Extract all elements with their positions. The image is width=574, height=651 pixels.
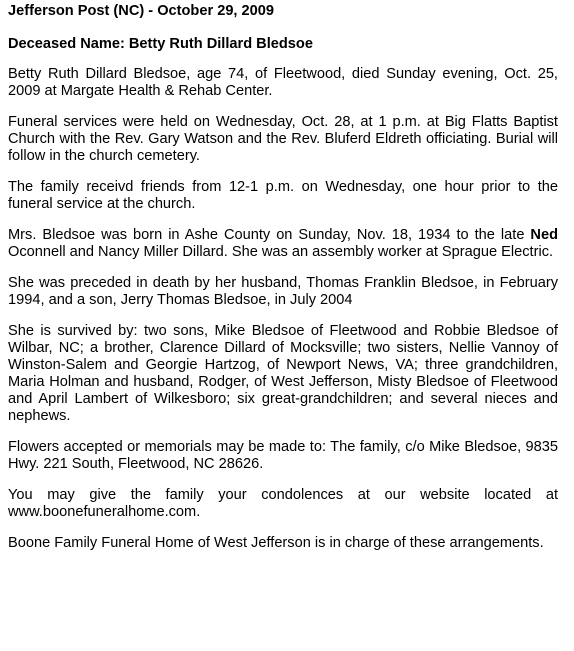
paragraph-condolences: You may give the family your condolences at our website located at www.boonefuneralhome.com. — [8, 487, 558, 520]
obituary-document — [8, 0, 558, 552]
paragraph-arrangements: Boone Family Funeral Home of West Jefferson is in charge of these arrangements. — [8, 535, 544, 551]
birth-text-bold-name: Ned — [530, 227, 558, 243]
paragraph-preceded-in-death: She was preceded in death by her husband, Thomas Franklin Bledsoe, in February 1994, and a son, Jerry Thomas Bledsoe, in July 2004 — [8, 275, 558, 308]
source-line: Jefferson Post (NC) - October 29, 2009 — [8, 3, 275, 19]
birth-text-after: Oconnell and Nancy Miller Dillard. She was an assembly worker at Sprague Electric. — [8, 244, 554, 260]
paragraph-funeral-services: Funeral services were held on Wednesday, Oct. 28, at 1 p.m. at Big Flatts Baptist Church with the Rev. Gary Watson and the Rev. Bluferd Eldreth officiating. Burial will follow in the church cemetery. — [8, 114, 558, 164]
birth-text-before: Mrs. Bledsoe was born in Ashe County on Sunday, Nov. 18, 1934 to the late — [8, 227, 531, 243]
paragraph-survivors: She is survived by: two sons, Mike Bledsoe of Fleetwood and Robbie Bledsoe of Wilbar, NC; a brother, Clarence Dillard of Mocksville; two sisters, Nellie Vannoy of Winston-Salem and Georgie Hartzog, of Newport News, VA; three grandchildren, Maria Holman and husband, Rodger, of West Jefferson, Misty Bledsoe of Fleetwood and April Lambert of Wilkesboro; six great-grandchildren; and several nieces and nephews. — [8, 323, 558, 424]
paragraph-death-notice: Betty Ruth Dillard Bledsoe, age 74, of Fleetwood, died Sunday evening, Oct. 25, 2009 at Margate Health & Rehab Center. — [8, 66, 558, 99]
deceased-name-heading: Deceased Name: Betty Ruth Dillard Bledsoe — [8, 36, 313, 52]
paragraph-memorials: Flowers accepted or memorials may be made to: The family, c/o Mike Bledsoe, 9835 Hwy. 221 South, Fleetwood, NC 28626. — [8, 439, 558, 472]
paragraph-visitation: The family receivd friends from 12-1 p.m. on Wednesday, one hour prior to the funeral service at the church. — [8, 179, 558, 212]
paragraph-birth — [8, 227, 558, 261]
